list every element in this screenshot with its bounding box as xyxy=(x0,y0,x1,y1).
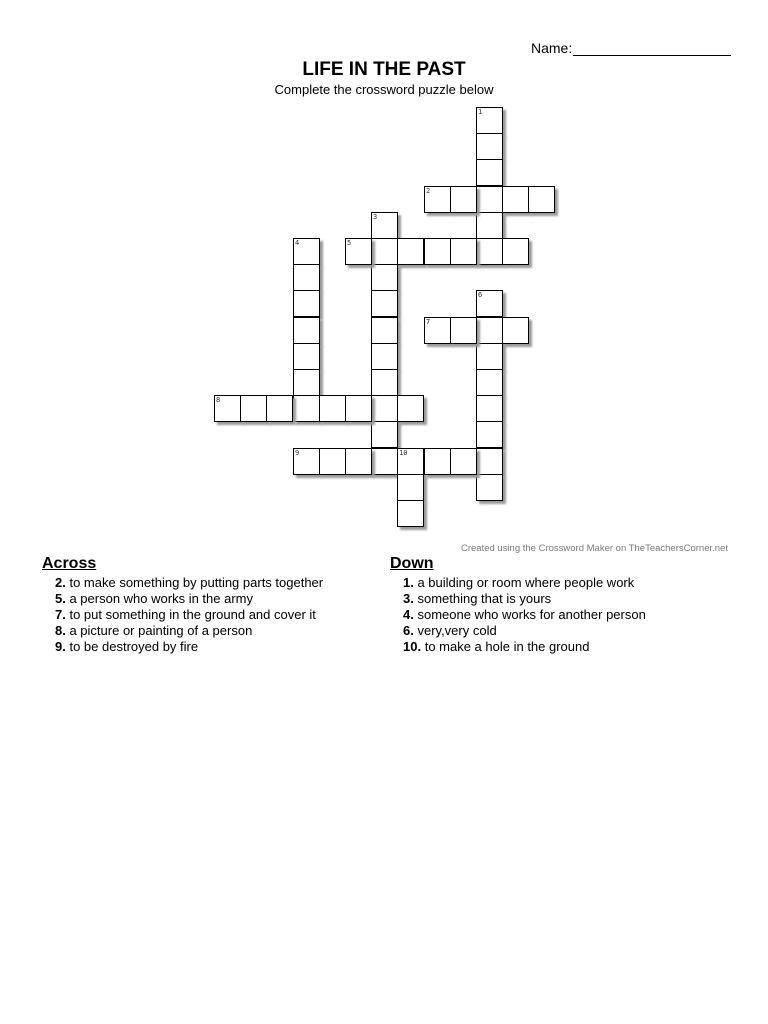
crossword-cell[interactable] xyxy=(371,421,398,448)
crossword-cell[interactable] xyxy=(450,186,477,213)
clue-text: to be destroyed by fire xyxy=(69,639,199,654)
crossword-cell[interactable] xyxy=(424,186,451,213)
crossword-cell[interactable] xyxy=(293,448,320,475)
clue-down-6 xyxy=(403,623,646,639)
clue-text: a person who works in the army xyxy=(69,591,253,606)
clue-text: a picture or painting of a person xyxy=(69,623,253,638)
clue-text: a building or room where people work xyxy=(417,575,635,590)
crossword-cell[interactable] xyxy=(293,369,320,396)
clue-down-1 xyxy=(403,575,646,591)
clue-number-label: 4 xyxy=(295,239,300,247)
crossword-cell[interactable] xyxy=(476,474,503,501)
crossword-cell[interactable] xyxy=(502,317,529,344)
crossword-cell[interactable] xyxy=(476,159,503,186)
crossword-cell[interactable] xyxy=(528,186,555,213)
crossword-cell[interactable] xyxy=(293,343,320,370)
crossword-cell[interactable] xyxy=(371,290,398,317)
clue-text: something that is yours xyxy=(417,591,552,606)
crossword-cell[interactable] xyxy=(476,343,503,370)
crossword-cell[interactable] xyxy=(450,317,477,344)
clue-number-label: 9 xyxy=(295,449,300,457)
crossword-cell[interactable] xyxy=(476,238,503,265)
crossword-cell[interactable] xyxy=(293,264,320,291)
clue-across-5 xyxy=(55,591,323,607)
clue-number: 3. xyxy=(403,591,414,606)
clue-number: 7. xyxy=(55,607,66,622)
crossword-cell[interactable] xyxy=(345,448,372,475)
crossword-cell[interactable] xyxy=(397,395,424,422)
crossword-cell[interactable] xyxy=(424,238,451,265)
clue-down-4 xyxy=(403,607,646,623)
crossword-cell[interactable] xyxy=(476,395,503,422)
clue-number: 6. xyxy=(403,623,414,638)
crossword-cell[interactable] xyxy=(371,238,398,265)
clue-text: to make something by putting parts together xyxy=(69,575,324,590)
crossword-cell[interactable] xyxy=(424,448,451,475)
clue-across-8 xyxy=(55,623,323,639)
crossword-cell[interactable] xyxy=(371,369,398,396)
crossword-cell[interactable] xyxy=(476,186,503,213)
crossword-cell[interactable] xyxy=(293,238,320,265)
crossword-cell[interactable] xyxy=(476,369,503,396)
crossword-cell[interactable] xyxy=(476,421,503,448)
page-subtitle: Complete the crossword puzzle below xyxy=(274,82,494,97)
credit-text: Created using the Crossword Maker on TheTeachersCorner.net xyxy=(460,543,728,554)
name-label: Name: xyxy=(531,40,573,56)
clue-number-label: 10 xyxy=(399,449,408,457)
crossword-cell[interactable] xyxy=(371,448,398,475)
clue-number: 8. xyxy=(55,623,66,638)
clue-number-label: 5 xyxy=(347,239,352,247)
clue-number-label: 7 xyxy=(426,318,431,326)
crossword-cell[interactable] xyxy=(371,212,398,239)
clue-text: to put something in the ground and cover it xyxy=(69,607,316,622)
clue-across-9 xyxy=(55,639,323,655)
crossword-cell[interactable] xyxy=(476,317,503,344)
crossword-cell[interactable] xyxy=(240,395,267,422)
clue-text: to make a hole in the ground xyxy=(424,639,590,654)
crossword-cell[interactable] xyxy=(502,186,529,213)
crossword-cell[interactable] xyxy=(397,500,424,527)
crossword-cell[interactable] xyxy=(397,474,424,501)
clue-number: 2. xyxy=(55,575,66,590)
clue-down-3 xyxy=(403,591,646,607)
crossword-cell[interactable] xyxy=(345,395,372,422)
crossword-cell[interactable] xyxy=(424,317,451,344)
clue-text: very,very cold xyxy=(417,623,497,638)
clue-number: 9. xyxy=(55,639,66,654)
clue-number-label: 1 xyxy=(478,108,483,116)
clue-across-7 xyxy=(55,607,323,623)
across-heading: Across xyxy=(42,555,97,572)
crossword-cell[interactable] xyxy=(371,264,398,291)
crossword-cell[interactable] xyxy=(476,107,503,134)
clue-down-10 xyxy=(403,639,646,655)
crossword-cell[interactable] xyxy=(319,395,346,422)
crossword-cell[interactable] xyxy=(345,238,372,265)
crossword-cell[interactable] xyxy=(397,238,424,265)
crossword-cell[interactable] xyxy=(371,343,398,370)
crossword-cell[interactable] xyxy=(450,238,477,265)
clue-number: 1. xyxy=(403,575,414,590)
down-heading: Down xyxy=(390,555,434,572)
crossword-cell[interactable] xyxy=(293,317,320,344)
clue-number: 4. xyxy=(403,607,414,622)
crossword-cell[interactable] xyxy=(214,395,241,422)
crossword-cell[interactable] xyxy=(397,448,424,475)
crossword-cell[interactable] xyxy=(476,212,503,239)
crossword-cell[interactable] xyxy=(476,133,503,160)
down-clues xyxy=(390,555,646,655)
crossword-cell[interactable] xyxy=(319,448,346,475)
clue-number: 5. xyxy=(55,591,66,606)
crossword-cell[interactable] xyxy=(476,290,503,317)
crossword-cell[interactable] xyxy=(450,448,477,475)
clue-text: someone who works for another person xyxy=(417,607,646,622)
clue-number: 10. xyxy=(403,639,422,654)
clue-number-label: 2 xyxy=(426,187,431,195)
clue-number-label: 6 xyxy=(478,291,483,299)
crossword-cell[interactable] xyxy=(293,395,320,422)
clue-number-label: 8 xyxy=(216,396,221,404)
crossword-cell[interactable] xyxy=(476,448,503,475)
clue-number-label: 3 xyxy=(373,213,378,221)
crossword-cell[interactable] xyxy=(371,395,398,422)
crossword-cell[interactable] xyxy=(502,238,529,265)
across-clues xyxy=(42,555,323,655)
crossword-cell[interactable] xyxy=(371,317,398,344)
crossword-cell[interactable] xyxy=(266,395,293,422)
page-title: LIFE IN THE PAST xyxy=(302,59,466,80)
crossword-cell[interactable] xyxy=(293,290,320,317)
clue-across-2 xyxy=(55,575,323,591)
